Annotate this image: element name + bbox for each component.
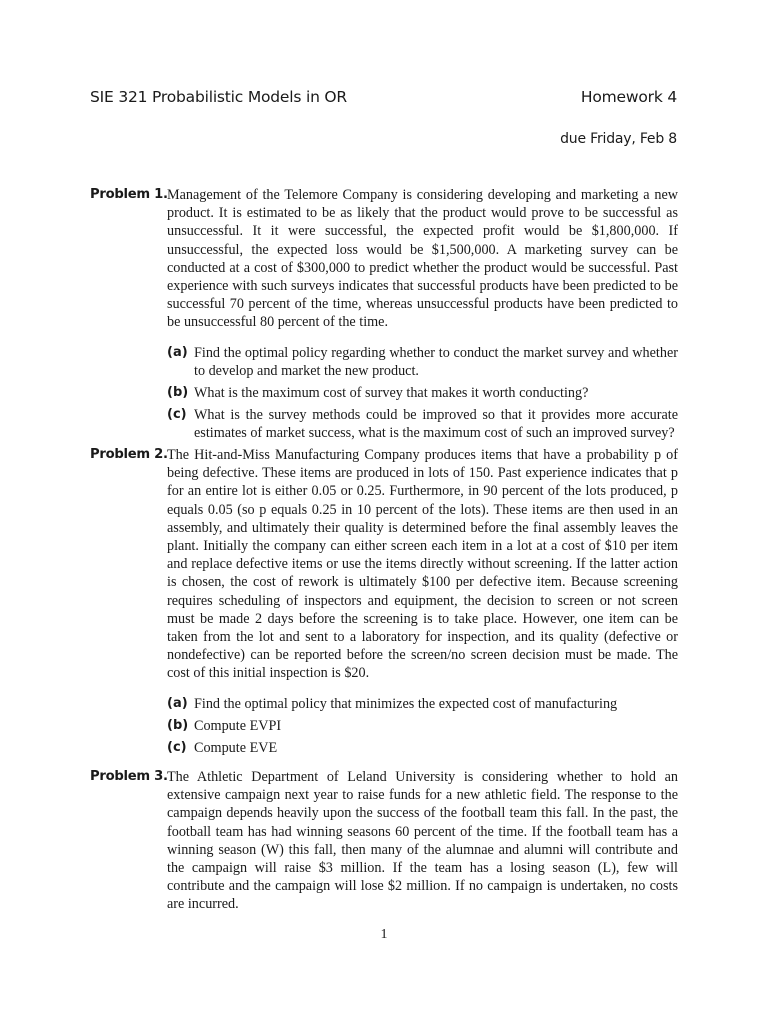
- part-text: Find the optimal policy that minimizes the expected cost of manufacturing: [194, 695, 618, 712]
- problem-text: The Hit-and-Miss Manufacturing Company produces items that have a probability p of being defective. These items are produced in lots of 150. Past experience indicates that p for an entire lot is either 0.05 or 0.25. Furthermore, in 90 percent of the lots produced, p equals 0.05 (so p equals 0.25 in 10 percent of the lots). These items are then used in an assembly, and ultimately their quality is determined before the final assembly leaves the plant. Initially the company can either screen each item in a lot at a cost of $10 per item and replace defective items or use the items directly without screening. If the latter action is chosen, the cost of rework is ultimately $100 per defective item. Because screening requires scheduling of inspectors and equipment, the decision to screen or not screen must be made 2 days before the screening is to take place. However, one item can be taken from the lot and sent to a laboratory for inspection, and its quality (defective or nondefective) can be reported before the screen/no screen decision must be made. The cost of this initial inspection is $20.: [167, 447, 678, 682]
- part-label: (c): [167, 740, 187, 756]
- problem-parts: [167, 695, 678, 758]
- part-label: (b): [167, 385, 189, 401]
- problem-part: [167, 344, 678, 380]
- part-label: (c): [167, 407, 187, 423]
- problem-1: [90, 186, 678, 447]
- problem-2: [90, 446, 678, 761]
- part-label: (a): [167, 695, 188, 711]
- problem-part: [167, 739, 678, 757]
- part-text: What is the maximum cost of survey that makes it worth conducting?: [194, 385, 589, 402]
- problem-3: [90, 768, 678, 914]
- problem-part: [167, 695, 678, 713]
- course-title: SIE 321 Probabilistic Models in OR: [90, 88, 348, 106]
- part-text: Compute EVPI: [194, 717, 282, 734]
- part-text: Find the optimal policy regarding whether to conduct the market survey and whether to develop and market the new product.: [194, 344, 678, 379]
- problem-part: [167, 406, 678, 442]
- problem-label: Problem 3.: [90, 769, 168, 784]
- part-text: What is the survey methods could be improved so that it provides more accurate estimates of market success, what is the maximum cost of such an improved survey?: [194, 407, 678, 442]
- problem-text: The Athletic Department of Leland University is considering whether to hold an extensive campaign next year to raise funds for a new athletic field. The response to the campaign depends heavily upon the success of the football team this fall. In the past, the football team has had winning seasons 60 percent of the time. If the football team has a winning season (W) this fall, then many of the alumnae and alumni will contribute and the campaign will raise $3 million. If the team has a losing season (L), few will contribute and the campaign will lose $2 million. If no campaign is undertaken, no costs are incurred.: [167, 769, 678, 913]
- part-text: Compute EVE: [194, 740, 278, 757]
- assignment-title: Homework 4: [580, 88, 677, 106]
- page-number: 1: [380, 927, 388, 942]
- part-label: (a): [167, 344, 188, 360]
- part-label: (b): [167, 717, 189, 733]
- problem-parts: [167, 344, 678, 443]
- due-date: due Friday, Feb 8: [560, 131, 677, 147]
- problem-part: [167, 717, 678, 735]
- problem-part: [167, 384, 678, 402]
- problem-text: Management of the Telemore Company is considering developing and marketing a new product. It is estimated to be as likely that the product would prove to be successful as unsuccessful. It it were successful, the expected profit would be $1,800,000. If unsuccessful, the expected loss would be $1,500,000. A marketing survey can be conducted at a cost of $300,000 to predict whether the product would be successful. Past experience with such surveys indicates that successful products have been predicted to be successful 70 percent of the time, whereas unsuccessful products have been predicted to be unsuccessful 80 percent of the time.: [167, 187, 678, 331]
- problem-label: Problem 2.: [90, 447, 168, 462]
- problem-label: Problem 1.: [90, 187, 168, 202]
